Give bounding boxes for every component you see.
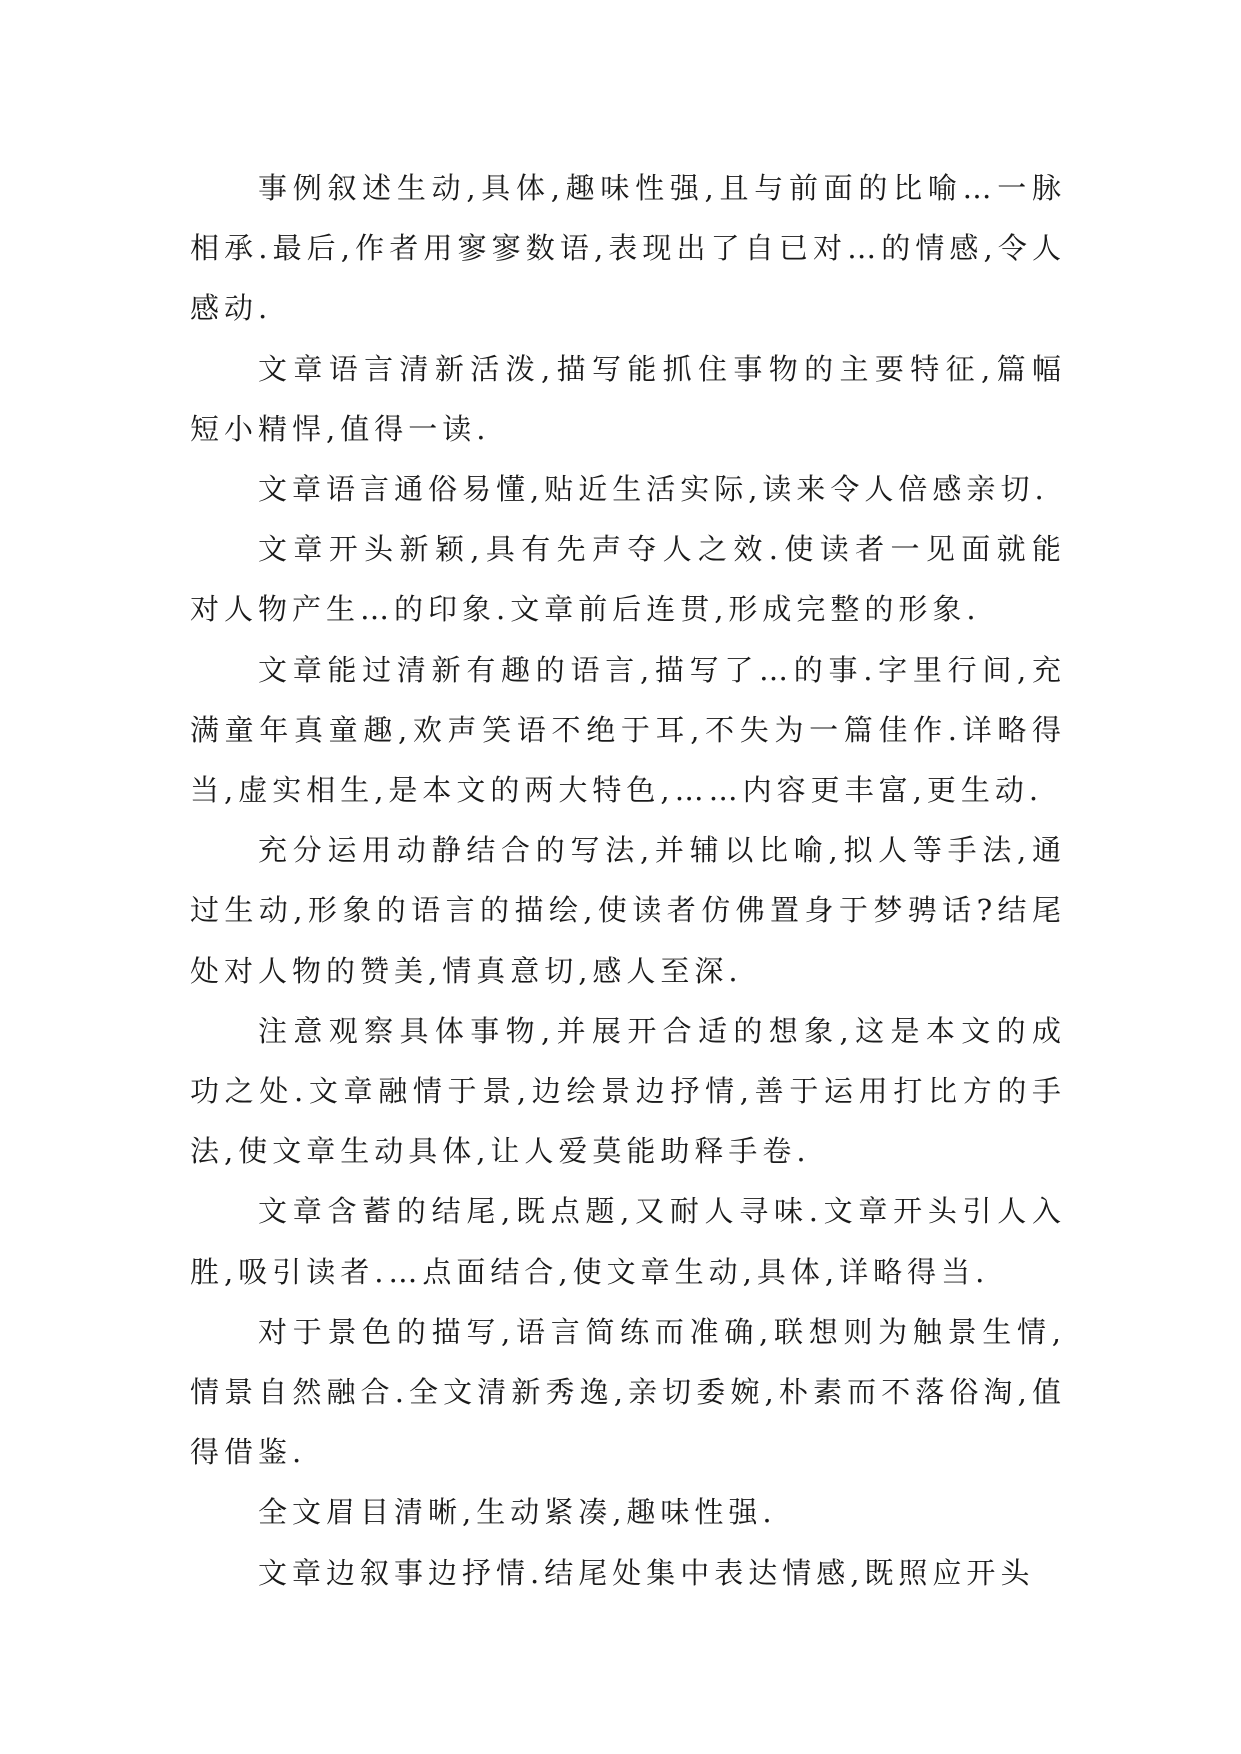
paragraph: 文章语言清新活泼,描写能抓住事物的主要特征,篇幅短小精悍,值得一读. bbox=[190, 351, 1066, 446]
paragraph: 对于景色的描写,语言简练而准确,联想则为触景生情,情景自然融合.全文清新秀逸,亲切委婉,朴素而不落俗淘,值得借鉴. bbox=[190, 1314, 1066, 1470]
paragraph: 文章能过清新有趣的语言,描写了…的事.字里行间,充满童年真童趣,欢声笑语不绝于耳,不失为一篇佳作.详略得当,虚实相生,是本文的两大特色,……内容更丰富,更生动. bbox=[190, 652, 1066, 808]
paragraph: 事例叙述生动,具体,趣味性强,且与前面的比喻…一脉相承.最后,作者用寥寥数语,表现出了自已对…的情感,令人感动. bbox=[190, 171, 1066, 326]
document-body bbox=[190, 158, 1066, 1603]
paragraph: 文章开头新颖,具有先声夺人之效.使读者一见面就能对人物产生…的印象.文章前后连贯,形成完整的形象. bbox=[190, 532, 1066, 627]
paragraph: 充分运用动静结合的写法,并辅以比喻,拟人等手法,通过生动,形象的语言的描绘,使读者仿佛置身于梦骋话?结尾处对人物的赞美,情真意切,感人至深. bbox=[190, 833, 1066, 988]
paragraph: 文章语言通俗易懂,贴近生活实际,读来令人倍感亲切. bbox=[258, 472, 1049, 507]
paragraph: 注意观察具体事物,并展开合适的想象,这是本文的成功之处.文章融情于景,边绘景边抒情,善于运用打比方的手法,使文章生动具体,让人爱莫能助释手卷. bbox=[190, 1013, 1066, 1169]
paragraph: 全文眉目清晰,生动紧凑,趣味性强. bbox=[258, 1495, 777, 1530]
paragraph: 文章边叙事边抒情.结尾处集中表达情感,既照应开头 bbox=[258, 1555, 1035, 1590]
paragraph: 文章含蓄的结尾,既点题,又耐人寻味.文章开头引人入胜,吸引读者.…点面结合,使文章生动,具体,详略得当. bbox=[190, 1194, 1066, 1289]
